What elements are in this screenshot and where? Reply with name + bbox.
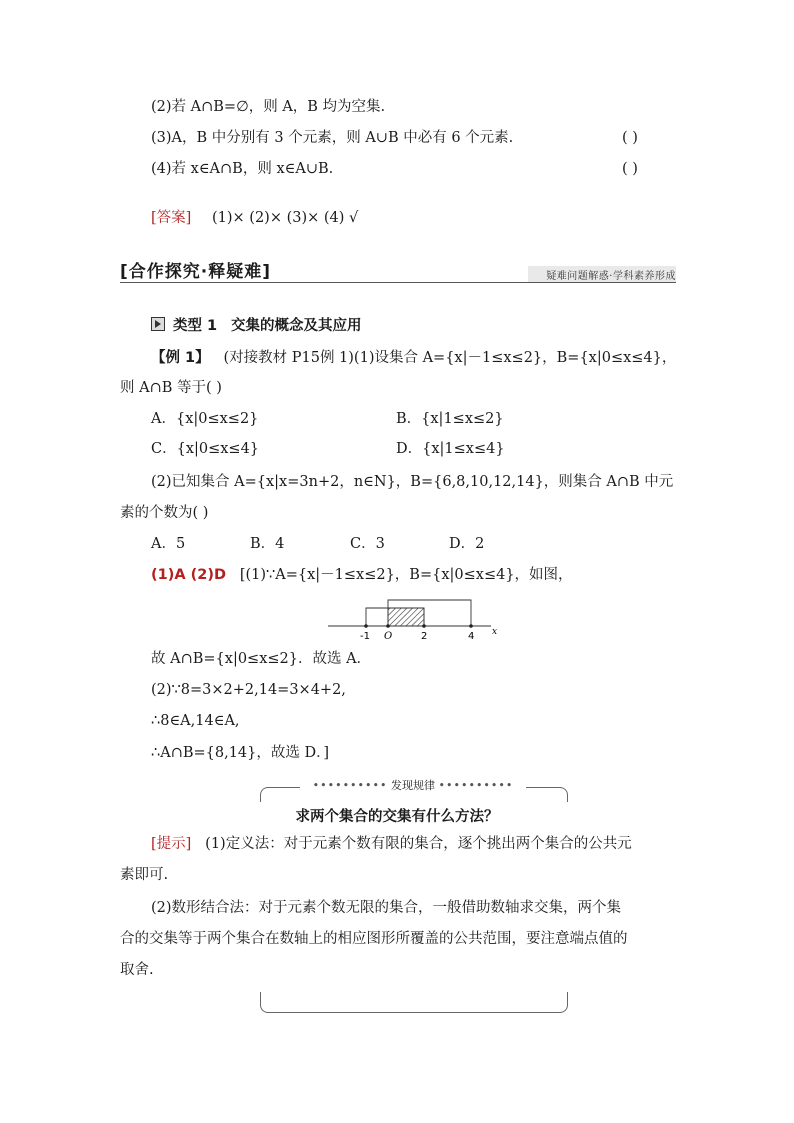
answer-parentheses-3: ( ) bbox=[622, 130, 638, 146]
solution-line-5: ∴A∩B={8,14}，故选 D．] bbox=[151, 745, 330, 761]
rule-box-heading: 求两个集合的交集有什么方法？ bbox=[295, 809, 499, 825]
q2-option-d: D．2 bbox=[449, 536, 485, 552]
axis-label: x bbox=[492, 627, 498, 637]
hint-2-text-b: 合的交集等于两个集合在数轴上的相应图形所覆盖的公共范围，要注意端点值的 bbox=[120, 931, 628, 947]
hint-label: [提示] bbox=[151, 836, 192, 852]
rule-box-bottom-frame bbox=[260, 992, 568, 1013]
section-note: 疑难问题解惑·学科素养形成 bbox=[546, 271, 676, 282]
hint-2-text-c: 取舍. bbox=[120, 962, 154, 978]
type-title: 交集的概念及其应用 bbox=[230, 318, 362, 334]
intersection-hatch bbox=[388, 608, 424, 626]
type-label: 类型 1 bbox=[173, 318, 218, 334]
section-title: [合作探究·释疑难] bbox=[120, 262, 271, 282]
example-line-2: 则 A∩B 等于( ) bbox=[120, 380, 222, 396]
type-heading bbox=[151, 316, 361, 336]
solution-line-3: (2)∵8=3×2+2,14=3×4+2, bbox=[151, 682, 346, 698]
tick-label-minus-one: -1 bbox=[360, 631, 370, 642]
example-q2-line-1: (2)已知集合 A={x|x=3n+2，n∈N}，B={6,8,10,12,14}，则集合 A∩B 中元 bbox=[151, 474, 674, 490]
solution-line-2: 故 A∩B={x|0≤x≤2}．故选 A． bbox=[151, 651, 372, 667]
answer-text: (1)× (2)× (3)× (4) √ bbox=[212, 210, 359, 226]
q2-option-b: B．4 bbox=[250, 536, 285, 552]
point-four bbox=[469, 624, 473, 628]
q2-option-c: C．3 bbox=[350, 536, 385, 552]
example-line-1 bbox=[151, 348, 676, 368]
number-line-diagram bbox=[326, 598, 506, 644]
section-divider bbox=[120, 282, 676, 283]
option-a: A．{x|0≤x≤2} bbox=[151, 411, 259, 427]
option-b: B．{x|1≤x≤2} bbox=[396, 411, 504, 427]
rule-box-title: •••••••••• 发现规律 •••••••••• bbox=[300, 779, 526, 793]
tick-label-two: 2 bbox=[421, 631, 428, 642]
answer-parentheses-4: ( ) bbox=[622, 161, 638, 177]
point-minus-one bbox=[364, 624, 368, 628]
hint-line-1 bbox=[151, 834, 632, 854]
hint-1-text-a: (1)定义法：对于元素个数有限的集合，逐个挑出两个集合的公共元 bbox=[205, 836, 632, 852]
example-q1-text: (对接教材 P15例 1)(1)设集合 A={x|－1≤x≤2}，B={x|0≤x≤4}， bbox=[223, 350, 677, 366]
hint-2-text-a: (2)数形结合法：对于元素个数无限的集合，一般借助数轴求交集，两个集 bbox=[151, 900, 622, 916]
option-c: C．{x|0≤x≤4} bbox=[151, 441, 260, 457]
point-two bbox=[422, 624, 426, 628]
tick-label-origin: O bbox=[384, 631, 393, 642]
solution-line-4: ∴8∈A,14∈A, bbox=[151, 713, 240, 729]
option-d: D．{x|1≤x≤4} bbox=[396, 441, 505, 457]
q2-option-a: A．5 bbox=[151, 536, 186, 552]
judge-question-2: (2)若 A∩B=∅，则 A，B 均为空集. bbox=[151, 99, 386, 115]
rule-box-title-text: 发现规律 bbox=[391, 779, 435, 792]
hint-1-text-b: 素即可. bbox=[120, 867, 169, 883]
judge-question-3: (3)A，B 中分别有 3 个元素，则 A∪B 中必有 6 个元素. bbox=[151, 130, 514, 146]
play-marker-icon bbox=[151, 317, 165, 331]
solution-line-1 bbox=[151, 565, 573, 585]
solution-text-1: [(1)∵A={x|－1≤x≤2}，B={x|0≤x≤4}，如图， bbox=[239, 567, 573, 583]
judge-question-4: (4)若 x∈A∩B，则 x∈A∪B. bbox=[151, 161, 334, 177]
example-q2-line-2: 素的个数为( ) bbox=[120, 505, 209, 521]
example-label: 【例 1】 bbox=[151, 350, 210, 366]
answer-label: [答案] bbox=[151, 210, 192, 226]
point-zero bbox=[386, 624, 390, 628]
tick-label-four: 4 bbox=[468, 631, 475, 642]
solution-answer: (1)A (2)D bbox=[151, 567, 226, 583]
